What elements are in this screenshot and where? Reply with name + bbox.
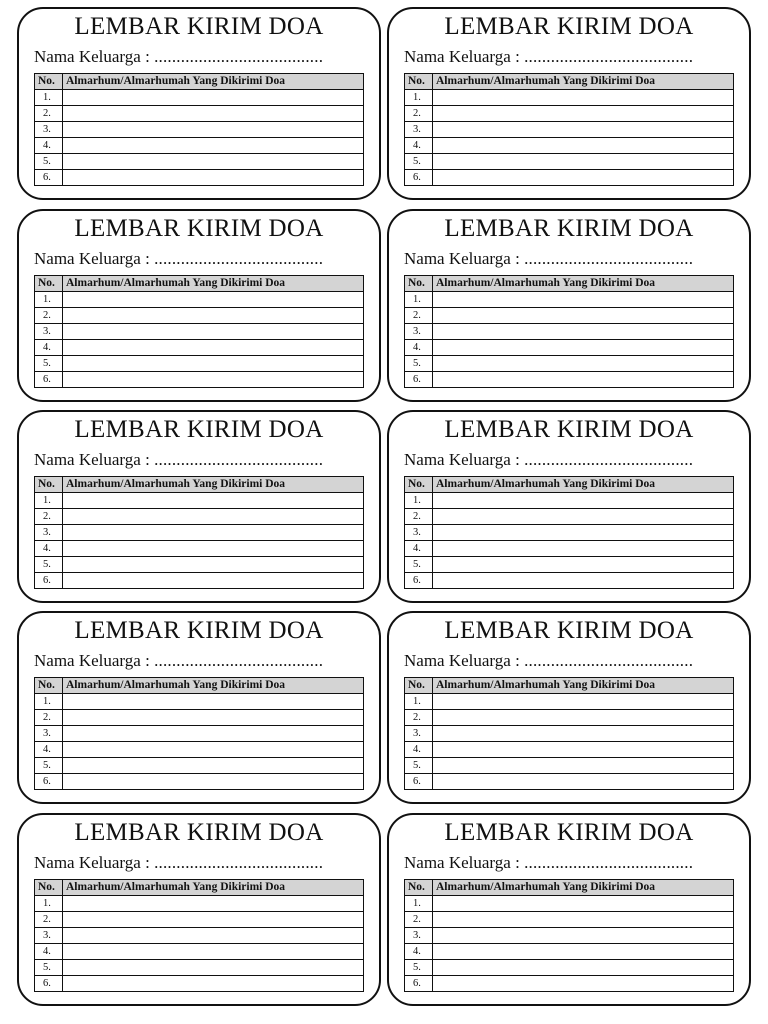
row-number: 4. xyxy=(35,944,63,960)
deceased-name-cell xyxy=(433,493,734,509)
deceased-name-cell xyxy=(63,726,364,742)
family-name-line xyxy=(34,651,323,671)
deceased-name-cell xyxy=(433,525,734,541)
family-name-line xyxy=(34,450,323,470)
family-name-label: Nama Keluarga : xyxy=(34,853,150,872)
row-number: 6. xyxy=(35,573,63,589)
column-header-name: Almarhum/Almarhumah Yang Dikirimi Doa xyxy=(433,477,734,493)
table-row xyxy=(35,493,364,509)
table-row xyxy=(35,774,364,790)
prayer-table xyxy=(34,476,364,589)
deceased-name-cell xyxy=(63,292,364,308)
row-number: 6. xyxy=(405,372,433,388)
table-row xyxy=(405,292,734,308)
table-row xyxy=(35,372,364,388)
deceased-name-cell xyxy=(433,726,734,742)
deceased-name-cell xyxy=(433,138,734,154)
row-number: 1. xyxy=(35,896,63,912)
deceased-name-cell xyxy=(433,372,734,388)
family-name-label: Nama Keluarga : xyxy=(34,249,150,268)
row-number: 4. xyxy=(35,138,63,154)
row-number: 6. xyxy=(35,372,63,388)
column-header-no: No. xyxy=(35,74,63,90)
family-name-line xyxy=(34,47,323,67)
table-row xyxy=(35,557,364,573)
family-name-label: Nama Keluarga : xyxy=(404,249,520,268)
row-number: 1. xyxy=(35,292,63,308)
table-row xyxy=(405,573,734,589)
family-name-line xyxy=(404,853,693,873)
family-name-field: ...................................... xyxy=(154,651,324,670)
deceased-name-cell xyxy=(433,573,734,589)
family-name-line xyxy=(404,47,693,67)
row-number: 5. xyxy=(405,960,433,976)
table-row xyxy=(405,493,734,509)
table-row xyxy=(35,976,364,992)
family-name-field: ...................................... xyxy=(524,47,694,66)
row-number: 2. xyxy=(405,308,433,324)
row-number: 1. xyxy=(35,694,63,710)
table-row xyxy=(35,292,364,308)
prayer-card xyxy=(17,209,381,402)
table-row xyxy=(35,324,364,340)
table-header-row xyxy=(405,74,734,90)
deceased-name-cell xyxy=(63,324,364,340)
table-row xyxy=(35,340,364,356)
table-row xyxy=(405,960,734,976)
card-title: LEMBAR KIRIM DOA xyxy=(444,215,694,242)
card-title: LEMBAR KIRIM DOA xyxy=(444,13,694,40)
table-row xyxy=(35,308,364,324)
family-name-line xyxy=(404,249,693,269)
family-name-field: ...................................... xyxy=(154,47,324,66)
column-header-no: No. xyxy=(405,678,433,694)
row-number: 5. xyxy=(35,758,63,774)
row-number: 2. xyxy=(35,912,63,928)
row-number: 6. xyxy=(405,170,433,186)
table-row xyxy=(405,90,734,106)
deceased-name-cell xyxy=(433,896,734,912)
table-row xyxy=(405,557,734,573)
column-header-no: No. xyxy=(35,678,63,694)
table-row xyxy=(405,726,734,742)
row-number: 2. xyxy=(35,308,63,324)
family-name-line xyxy=(404,651,693,671)
row-number: 4. xyxy=(405,541,433,557)
family-name-line xyxy=(34,249,323,269)
row-number: 2. xyxy=(405,912,433,928)
table-row xyxy=(405,541,734,557)
row-number: 5. xyxy=(35,960,63,976)
column-header-no: No. xyxy=(35,477,63,493)
prayer-card xyxy=(387,813,751,1006)
family-name-label: Nama Keluarga : xyxy=(404,853,520,872)
prayer-table xyxy=(34,73,364,186)
family-name-field: ...................................... xyxy=(154,450,324,469)
row-number: 4. xyxy=(35,541,63,557)
deceased-name-cell xyxy=(63,372,364,388)
prayer-card xyxy=(387,209,751,402)
table-row xyxy=(35,138,364,154)
row-number: 1. xyxy=(405,694,433,710)
row-number: 1. xyxy=(35,90,63,106)
table-row xyxy=(35,525,364,541)
row-number: 2. xyxy=(405,509,433,525)
deceased-name-cell xyxy=(433,356,734,372)
family-name-field: ...................................... xyxy=(524,853,694,872)
row-number: 1. xyxy=(405,292,433,308)
deceased-name-cell xyxy=(433,758,734,774)
deceased-name-cell xyxy=(433,340,734,356)
deceased-name-cell xyxy=(63,944,364,960)
deceased-name-cell xyxy=(63,90,364,106)
table-row xyxy=(35,573,364,589)
row-number: 5. xyxy=(35,356,63,372)
column-header-name: Almarhum/Almarhumah Yang Dikirimi Doa xyxy=(63,880,364,896)
deceased-name-cell xyxy=(433,557,734,573)
row-number: 5. xyxy=(405,758,433,774)
deceased-name-cell xyxy=(63,960,364,976)
deceased-name-cell xyxy=(433,976,734,992)
deceased-name-cell xyxy=(63,710,364,726)
table-row xyxy=(405,356,734,372)
card-title: LEMBAR KIRIM DOA xyxy=(444,416,694,443)
row-number: 3. xyxy=(35,122,63,138)
row-number: 2. xyxy=(35,509,63,525)
table-row xyxy=(35,694,364,710)
row-number: 2. xyxy=(405,710,433,726)
row-number: 1. xyxy=(35,493,63,509)
table-row xyxy=(405,710,734,726)
table-row xyxy=(35,912,364,928)
card-title: LEMBAR KIRIM DOA xyxy=(444,819,694,846)
prayer-table xyxy=(34,275,364,388)
table-row xyxy=(405,976,734,992)
table-row xyxy=(405,912,734,928)
prayer-table xyxy=(404,275,734,388)
prayer-card xyxy=(17,7,381,200)
deceased-name-cell xyxy=(63,340,364,356)
row-number: 3. xyxy=(405,525,433,541)
deceased-name-cell xyxy=(63,976,364,992)
column-header-no: No. xyxy=(405,74,433,90)
row-number: 4. xyxy=(405,138,433,154)
table-row xyxy=(35,154,364,170)
column-header-no: No. xyxy=(405,880,433,896)
table-row xyxy=(405,170,734,186)
family-name-field: ...................................... xyxy=(524,249,694,268)
deceased-name-cell xyxy=(63,356,364,372)
table-row xyxy=(35,122,364,138)
table-header-row xyxy=(405,477,734,493)
deceased-name-cell xyxy=(433,742,734,758)
deceased-name-cell xyxy=(433,509,734,525)
table-row xyxy=(405,758,734,774)
row-number: 1. xyxy=(405,90,433,106)
row-number: 3. xyxy=(35,928,63,944)
table-row xyxy=(405,138,734,154)
table-row xyxy=(35,356,364,372)
card-title: LEMBAR KIRIM DOA xyxy=(74,819,324,846)
column-header-no: No. xyxy=(405,477,433,493)
row-number: 5. xyxy=(405,356,433,372)
family-name-label: Nama Keluarga : xyxy=(404,47,520,66)
deceased-name-cell xyxy=(433,122,734,138)
column-header-name: Almarhum/Almarhumah Yang Dikirimi Doa xyxy=(433,678,734,694)
row-number: 6. xyxy=(405,976,433,992)
deceased-name-cell xyxy=(433,944,734,960)
row-number: 3. xyxy=(405,726,433,742)
table-row xyxy=(405,774,734,790)
family-name-field: ...................................... xyxy=(154,853,324,872)
deceased-name-cell xyxy=(63,573,364,589)
deceased-name-cell xyxy=(433,106,734,122)
deceased-name-cell xyxy=(433,324,734,340)
table-row xyxy=(405,928,734,944)
prayer-card xyxy=(387,7,751,200)
card-title: LEMBAR KIRIM DOA xyxy=(74,215,324,242)
row-number: 6. xyxy=(405,573,433,589)
column-header-no: No. xyxy=(35,880,63,896)
row-number: 3. xyxy=(35,525,63,541)
deceased-name-cell xyxy=(63,758,364,774)
deceased-name-cell xyxy=(63,912,364,928)
row-number: 3. xyxy=(35,324,63,340)
column-header-name: Almarhum/Almarhumah Yang Dikirimi Doa xyxy=(433,276,734,292)
deceased-name-cell xyxy=(63,138,364,154)
deceased-name-cell xyxy=(433,90,734,106)
deceased-name-cell xyxy=(63,170,364,186)
deceased-name-cell xyxy=(433,928,734,944)
family-name-label: Nama Keluarga : xyxy=(34,450,150,469)
prayer-table xyxy=(404,677,734,790)
prayer-card xyxy=(387,611,751,804)
table-row xyxy=(35,944,364,960)
row-number: 5. xyxy=(35,154,63,170)
table-row xyxy=(405,694,734,710)
prayer-card xyxy=(17,813,381,1006)
table-row xyxy=(405,896,734,912)
deceased-name-cell xyxy=(433,694,734,710)
deceased-name-cell xyxy=(433,710,734,726)
table-row xyxy=(35,742,364,758)
row-number: 4. xyxy=(405,944,433,960)
deceased-name-cell xyxy=(63,774,364,790)
family-name-line xyxy=(404,450,693,470)
column-header-name: Almarhum/Almarhumah Yang Dikirimi Doa xyxy=(433,74,734,90)
table-row xyxy=(405,944,734,960)
row-number: 4. xyxy=(35,742,63,758)
table-header-row xyxy=(405,276,734,292)
column-header-name: Almarhum/Almarhumah Yang Dikirimi Doa xyxy=(63,276,364,292)
prayer-card xyxy=(17,611,381,804)
row-number: 1. xyxy=(405,493,433,509)
card-title: LEMBAR KIRIM DOA xyxy=(74,416,324,443)
deceased-name-cell xyxy=(433,912,734,928)
deceased-name-cell xyxy=(63,541,364,557)
row-number: 4. xyxy=(405,340,433,356)
row-number: 2. xyxy=(35,106,63,122)
table-row xyxy=(35,90,364,106)
table-row xyxy=(35,726,364,742)
row-number: 3. xyxy=(35,726,63,742)
deceased-name-cell xyxy=(63,308,364,324)
table-row xyxy=(35,106,364,122)
column-header-name: Almarhum/Almarhumah Yang Dikirimi Doa xyxy=(63,74,364,90)
family-name-line xyxy=(34,853,323,873)
deceased-name-cell xyxy=(63,122,364,138)
row-number: 2. xyxy=(35,710,63,726)
table-row xyxy=(405,154,734,170)
deceased-name-cell xyxy=(63,557,364,573)
prayer-card xyxy=(17,410,381,603)
row-number: 3. xyxy=(405,122,433,138)
row-number: 2. xyxy=(405,106,433,122)
table-row xyxy=(405,372,734,388)
row-number: 4. xyxy=(405,742,433,758)
table-row xyxy=(35,509,364,525)
family-name-field: ...................................... xyxy=(154,249,324,268)
deceased-name-cell xyxy=(63,106,364,122)
table-row xyxy=(35,896,364,912)
table-row xyxy=(405,106,734,122)
table-row xyxy=(405,742,734,758)
table-row xyxy=(35,710,364,726)
prayer-card xyxy=(387,410,751,603)
row-number: 1. xyxy=(405,896,433,912)
table-row xyxy=(35,960,364,976)
row-number: 6. xyxy=(405,774,433,790)
deceased-name-cell xyxy=(63,154,364,170)
row-number: 4. xyxy=(35,340,63,356)
card-title: LEMBAR KIRIM DOA xyxy=(74,617,324,644)
family-name-label: Nama Keluarga : xyxy=(404,651,520,670)
table-header-row xyxy=(35,678,364,694)
column-header-name: Almarhum/Almarhumah Yang Dikirimi Doa xyxy=(433,880,734,896)
deceased-name-cell xyxy=(63,896,364,912)
prayer-table xyxy=(34,879,364,992)
column-header-no: No. xyxy=(35,276,63,292)
table-header-row xyxy=(405,880,734,896)
row-number: 3. xyxy=(405,324,433,340)
row-number: 6. xyxy=(35,976,63,992)
family-name-field: ...................................... xyxy=(524,450,694,469)
row-number: 6. xyxy=(35,170,63,186)
deceased-name-cell xyxy=(433,774,734,790)
column-header-no: No. xyxy=(405,276,433,292)
column-header-name: Almarhum/Almarhumah Yang Dikirimi Doa xyxy=(63,477,364,493)
row-number: 5. xyxy=(405,154,433,170)
table-row xyxy=(405,509,734,525)
prayer-table xyxy=(404,476,734,589)
table-header-row xyxy=(35,276,364,292)
prayer-table xyxy=(34,677,364,790)
row-number: 3. xyxy=(405,928,433,944)
deceased-name-cell xyxy=(63,493,364,509)
deceased-name-cell xyxy=(63,742,364,758)
table-row xyxy=(35,541,364,557)
deceased-name-cell xyxy=(63,928,364,944)
table-row xyxy=(405,525,734,541)
prayer-table xyxy=(404,73,734,186)
deceased-name-cell xyxy=(433,541,734,557)
table-row xyxy=(405,122,734,138)
table-row xyxy=(405,308,734,324)
row-number: 5. xyxy=(35,557,63,573)
family-name-label: Nama Keluarga : xyxy=(34,651,150,670)
prayer-table xyxy=(404,879,734,992)
deceased-name-cell xyxy=(433,308,734,324)
deceased-name-cell xyxy=(433,292,734,308)
table-row xyxy=(35,170,364,186)
table-row xyxy=(35,928,364,944)
card-title: LEMBAR KIRIM DOA xyxy=(74,13,324,40)
family-name-field: ...................................... xyxy=(524,651,694,670)
table-header-row xyxy=(35,74,364,90)
table-row xyxy=(405,340,734,356)
row-number: 6. xyxy=(35,774,63,790)
deceased-name-cell xyxy=(433,960,734,976)
deceased-name-cell xyxy=(63,694,364,710)
table-row xyxy=(35,758,364,774)
card-title: LEMBAR KIRIM DOA xyxy=(444,617,694,644)
family-name-label: Nama Keluarga : xyxy=(34,47,150,66)
deceased-name-cell xyxy=(63,509,364,525)
table-header-row xyxy=(35,880,364,896)
deceased-name-cell xyxy=(433,170,734,186)
family-name-label: Nama Keluarga : xyxy=(404,450,520,469)
deceased-name-cell xyxy=(63,525,364,541)
deceased-name-cell xyxy=(433,154,734,170)
table-row xyxy=(405,324,734,340)
table-header-row xyxy=(35,477,364,493)
table-header-row xyxy=(405,678,734,694)
column-header-name: Almarhum/Almarhumah Yang Dikirimi Doa xyxy=(63,678,364,694)
row-number: 5. xyxy=(405,557,433,573)
